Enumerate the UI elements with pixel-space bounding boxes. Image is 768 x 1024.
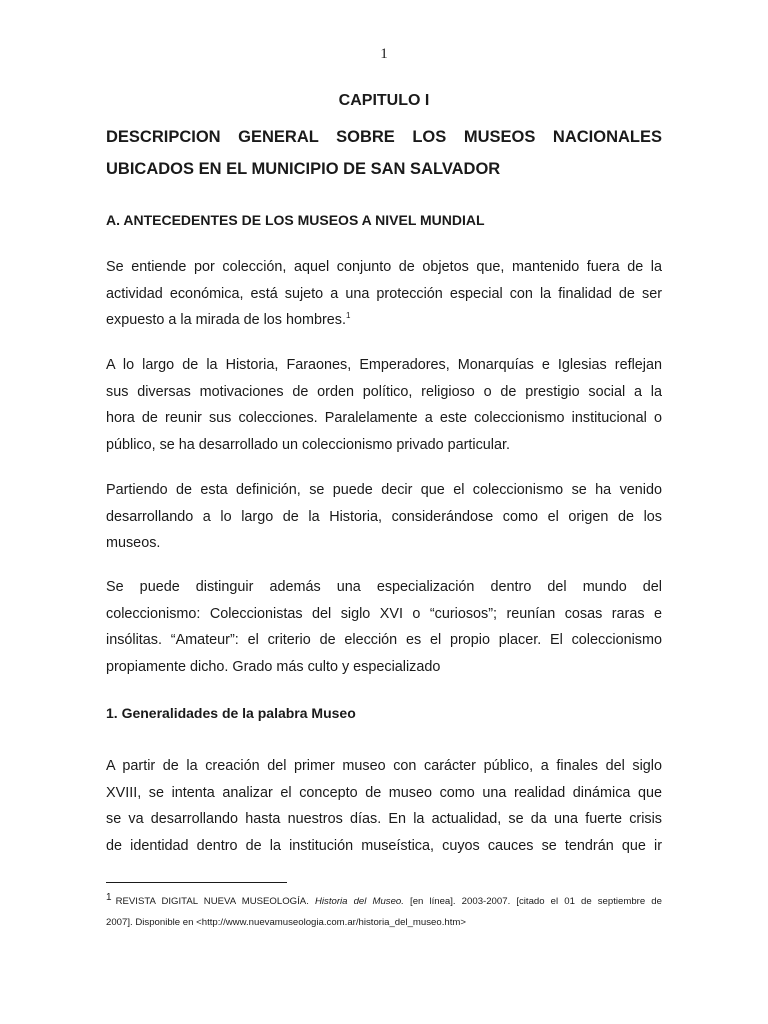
- section-a-title: A. ANTECEDENTES DE LOS MUSEOS A NIVEL MUNDIAL: [106, 212, 485, 228]
- footnote-title: Historia del Museo.: [314, 896, 404, 907]
- paragraph-line: XVIII, se intenta analizar el concepto de museo como una realidad dinámica que: [106, 784, 662, 801]
- paragraph-line: A lo largo de la Historia, Faraones, Emperadores, Monarquías e Iglesias reflejan: [106, 357, 662, 373]
- footnote-author: REVISTA DIGITAL NUEVA MUSEOLOGÍA.: [115, 896, 309, 907]
- subsection-1-title: 1. Generalidades de la palabra Museo: [106, 705, 356, 721]
- footnote-line[interactable]: 2007]. Disponible en <http://www.nuevamuseologia.com.ar/historia_del_museo.htm>: [106, 917, 466, 928]
- paragraph: [106, 753, 662, 860]
- paragraph-line: hora de reunir sus colecciones. Paralelamente a este coleccionismo institucional o: [106, 410, 662, 427]
- paragraph-line: [106, 307, 662, 334]
- chapter-title-line: DESCRIPCION GENERAL SOBRE LOS MUSEOS NACIONALES: [106, 128, 662, 146]
- page-number: 1: [380, 46, 388, 62]
- paragraph-line: propiamente dicho. Grado más culto y especializado: [106, 659, 441, 676]
- footnote-line: [106, 887, 662, 912]
- paragraph: [106, 477, 662, 557]
- footnote-mark: 1: [106, 892, 112, 903]
- paragraph-line: actividad económica, está sujeto a una protección especial con la finalidad de ser: [106, 285, 662, 302]
- paragraph-line: coleccionismo: Coleccionistas del siglo XVI o “curiosos”; reunían cosas raras e: [106, 605, 662, 622]
- paragraph-line: museos.: [106, 535, 161, 552]
- chapter-heading: CAPITULO I: [338, 92, 430, 109]
- footnote-reference[interactable]: 1: [345, 311, 351, 321]
- footnote-detail: [en línea]. 2003-2007. [citado el 01 de septiembre de: [410, 896, 662, 907]
- paragraph-line: A partir de la creación del primer museo con carácter público, a finales del siglo: [106, 758, 662, 774]
- footnote: [106, 887, 662, 933]
- paragraph: [106, 574, 662, 681]
- paragraph: [106, 352, 662, 459]
- paragraph-line: insólitas. “Amateur”: el criterio de elección es el propio placer. El coleccionismo: [106, 632, 662, 649]
- paragraph-line: Se puede distinguir además una especialización dentro del mundo del: [106, 579, 662, 595]
- chapter-title-line: UBICADOS EN EL MUNICIPIO DE SAN SALVADOR: [106, 160, 501, 178]
- paragraph-line: público, se ha desarrollado un coleccionismo privado particular.: [106, 437, 510, 454]
- paragraph-line: de identidad dentro de la institución museística, cuyos cauces se tendrán que ir: [106, 838, 662, 855]
- paragraph-line: Se entiende por colección, aquel conjunto de objetos que, mantenido fuera de la: [106, 259, 662, 275]
- paragraph-line: sus diversas motivaciones de orden político, religioso o de prestigio social a la: [106, 383, 662, 400]
- paragraph-line: Partiendo de esta definición, se puede decir que el coleccionismo se ha venido: [106, 482, 662, 498]
- chapter-title: [106, 121, 662, 185]
- paragraph: [106, 254, 662, 334]
- paragraph-line-text: expuesto a la mirada de los hombres.: [106, 312, 346, 329]
- paragraph-line: se va desarrollando hasta nuestros días. En la actualidad, se da una fuerte crisis: [106, 811, 662, 828]
- footnote-separator: [106, 882, 287, 883]
- paragraph-line: desarrollando a lo largo de la Historia, considerándose como el origen de los: [106, 508, 662, 525]
